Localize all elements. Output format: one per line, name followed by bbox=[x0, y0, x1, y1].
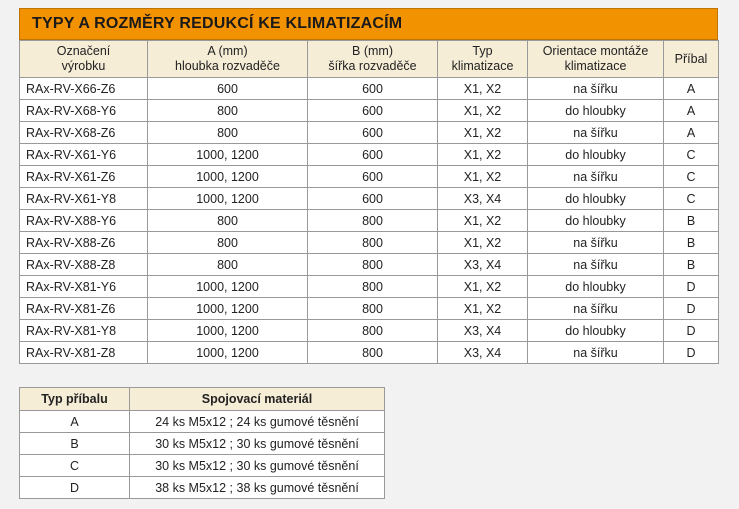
cell-width-b: 600 bbox=[308, 122, 438, 144]
cell-ac-type: X3, X4 bbox=[438, 320, 528, 342]
table-row bbox=[20, 298, 719, 320]
cell-ac-type: X1, X2 bbox=[438, 78, 528, 100]
cell-mount-orientation: na šířku bbox=[528, 166, 664, 188]
column-header-fastening-material: Spojovací materiál bbox=[130, 388, 385, 411]
cell-ac-type: X3, X4 bbox=[438, 188, 528, 210]
cell-width-b: 600 bbox=[308, 78, 438, 100]
cell-width-b: 600 bbox=[308, 188, 438, 210]
cell-depth-a: 1000, 1200 bbox=[148, 276, 308, 298]
table-row bbox=[20, 166, 719, 188]
table-row bbox=[20, 254, 719, 276]
page-title: TYPY A ROZMĚRY REDUKCÍ KE KLIMATIZACÍM bbox=[32, 15, 403, 32]
header-line-2: klimatizace bbox=[564, 59, 627, 73]
cell-depth-a: 800 bbox=[148, 100, 308, 122]
column-header-accessory-pack bbox=[664, 41, 719, 78]
column-header-pack-type: Typ příbalu bbox=[20, 388, 130, 411]
cell-mount-orientation: do hloubky bbox=[528, 320, 664, 342]
cell-mount-orientation: na šířku bbox=[528, 232, 664, 254]
header-line-1: Orientace montáže bbox=[542, 44, 649, 59]
cell-ac-type: X1, X2 bbox=[438, 276, 528, 298]
cell-designation: RAx-RV-X88-Z6 bbox=[20, 232, 148, 254]
cell-mount-orientation: do hloubky bbox=[528, 100, 664, 122]
cell-mount-orientation: na šířku bbox=[528, 122, 664, 144]
column-header-depth-a bbox=[148, 41, 308, 78]
table-row bbox=[20, 210, 719, 232]
cell-designation: RAx-RV-X88-Y6 bbox=[20, 210, 148, 232]
table-row bbox=[20, 144, 719, 166]
header-line-2: výrobku bbox=[61, 59, 106, 73]
cell-mount-orientation: na šířku bbox=[528, 254, 664, 276]
column-header-mount-orientation bbox=[528, 41, 664, 78]
cell-designation: RAx-RV-X88-Z8 bbox=[20, 254, 148, 276]
cell-depth-a: 600 bbox=[148, 78, 308, 100]
reductions-table-head bbox=[20, 41, 719, 78]
header-line-1: Příbal bbox=[674, 51, 708, 66]
header-line-1: B (mm) bbox=[352, 44, 393, 59]
cell-designation: RAx-RV-X61-Y8 bbox=[20, 188, 148, 210]
table-header-row bbox=[20, 41, 719, 78]
cell-designation: RAx-RV-X68-Z6 bbox=[20, 122, 148, 144]
cell-fastening-material: 38 ks M5x12 ; 38 ks gumové těsnění bbox=[130, 477, 385, 499]
cell-width-b: 600 bbox=[308, 166, 438, 188]
cell-depth-a: 800 bbox=[148, 232, 308, 254]
header-line-2: hloubka rozvaděče bbox=[175, 59, 280, 73]
table-row bbox=[20, 276, 719, 298]
cell-accessory-pack: D bbox=[664, 342, 719, 364]
cell-mount-orientation: do hloubky bbox=[528, 188, 664, 210]
cell-depth-a: 800 bbox=[148, 122, 308, 144]
cell-accessory-pack: C bbox=[664, 166, 719, 188]
cell-accessory-pack: C bbox=[664, 144, 719, 166]
cell-depth-a: 1000, 1200 bbox=[148, 166, 308, 188]
cell-designation: RAx-RV-X81-Z8 bbox=[20, 342, 148, 364]
cell-accessory-pack: B bbox=[664, 232, 719, 254]
cell-designation: RAx-RV-X61-Z6 bbox=[20, 166, 148, 188]
cell-depth-a: 1000, 1200 bbox=[148, 144, 308, 166]
cell-depth-a: 1000, 1200 bbox=[148, 320, 308, 342]
cell-designation: RAx-RV-X61-Y6 bbox=[20, 144, 148, 166]
reductions-table bbox=[19, 40, 719, 364]
accessory-pack-table-head bbox=[20, 388, 385, 411]
cell-depth-a: 800 bbox=[148, 210, 308, 232]
table-row bbox=[20, 320, 719, 342]
cell-designation: RAx-RV-X81-Y6 bbox=[20, 276, 148, 298]
cell-accessory-pack: D bbox=[664, 276, 719, 298]
cell-width-b: 800 bbox=[308, 232, 438, 254]
cell-mount-orientation: do hloubky bbox=[528, 144, 664, 166]
cell-fastening-material: 30 ks M5x12 ; 30 ks gumové těsnění bbox=[130, 455, 385, 477]
cell-width-b: 800 bbox=[308, 298, 438, 320]
cell-depth-a: 1000, 1200 bbox=[148, 298, 308, 320]
cell-ac-type: X1, X2 bbox=[438, 144, 528, 166]
cell-width-b: 600 bbox=[308, 100, 438, 122]
cell-depth-a: 1000, 1200 bbox=[148, 188, 308, 210]
table-row bbox=[20, 122, 719, 144]
table-row bbox=[20, 188, 719, 210]
cell-pack-type: C bbox=[20, 455, 130, 477]
cell-mount-orientation: do hloubky bbox=[528, 276, 664, 298]
column-header-designation bbox=[20, 41, 148, 78]
list-item bbox=[20, 433, 385, 455]
cell-designation: RAx-RV-X81-Y8 bbox=[20, 320, 148, 342]
reductions-table-body bbox=[20, 78, 719, 364]
header-line-2: klimatizace bbox=[451, 59, 514, 73]
cell-designation: RAx-RV-X68-Y6 bbox=[20, 100, 148, 122]
header-line-1: Typ bbox=[472, 44, 493, 59]
cell-accessory-pack: B bbox=[664, 254, 719, 276]
cell-ac-type: X1, X2 bbox=[438, 298, 528, 320]
table-row bbox=[20, 100, 719, 122]
accessory-pack-table-body bbox=[20, 411, 385, 499]
cell-ac-type: X1, X2 bbox=[438, 100, 528, 122]
cell-mount-orientation: na šířku bbox=[528, 78, 664, 100]
cell-pack-type: B bbox=[20, 433, 130, 455]
cell-fastening-material: 30 ks M5x12 ; 30 ks gumové těsnění bbox=[130, 433, 385, 455]
table-row bbox=[20, 232, 719, 254]
cell-mount-orientation: na šířku bbox=[528, 298, 664, 320]
table-row bbox=[20, 342, 719, 364]
header-line-1: A (mm) bbox=[207, 44, 248, 59]
document-title-bar bbox=[19, 8, 718, 40]
cell-ac-type: X3, X4 bbox=[438, 254, 528, 276]
cell-width-b: 800 bbox=[308, 254, 438, 276]
header-line-1: Označení bbox=[56, 44, 111, 59]
cell-accessory-pack: B bbox=[664, 210, 719, 232]
cell-accessory-pack: A bbox=[664, 100, 719, 122]
cell-depth-a: 800 bbox=[148, 254, 308, 276]
list-item bbox=[20, 477, 385, 499]
cell-accessory-pack: D bbox=[664, 320, 719, 342]
cell-designation: RAx-RV-X81-Z6 bbox=[20, 298, 148, 320]
list-item bbox=[20, 455, 385, 477]
table-header-row bbox=[20, 388, 385, 411]
cell-ac-type: X1, X2 bbox=[438, 232, 528, 254]
column-header-width-b bbox=[308, 41, 438, 78]
cell-ac-type: X3, X4 bbox=[438, 342, 528, 364]
cell-designation: RAx-RV-X66-Z6 bbox=[20, 78, 148, 100]
cell-pack-type: D bbox=[20, 477, 130, 499]
cell-ac-type: X1, X2 bbox=[438, 210, 528, 232]
cell-pack-type: A bbox=[20, 411, 130, 433]
cell-ac-type: X1, X2 bbox=[438, 122, 528, 144]
cell-mount-orientation: do hloubky bbox=[528, 210, 664, 232]
cell-width-b: 800 bbox=[308, 276, 438, 298]
cell-accessory-pack: D bbox=[664, 298, 719, 320]
cell-width-b: 800 bbox=[308, 320, 438, 342]
table-row bbox=[20, 78, 719, 100]
cell-accessory-pack: C bbox=[664, 188, 719, 210]
cell-width-b: 600 bbox=[308, 144, 438, 166]
accessory-pack-table bbox=[19, 387, 385, 499]
cell-accessory-pack: A bbox=[664, 122, 719, 144]
cell-accessory-pack: A bbox=[664, 78, 719, 100]
cell-fastening-material: 24 ks M5x12 ; 24 ks gumové těsnění bbox=[130, 411, 385, 433]
cell-ac-type: X1, X2 bbox=[438, 166, 528, 188]
cell-mount-orientation: na šířku bbox=[528, 342, 664, 364]
cell-width-b: 800 bbox=[308, 342, 438, 364]
cell-width-b: 800 bbox=[308, 210, 438, 232]
column-header-ac-type bbox=[438, 41, 528, 78]
header-line-2: šířka rozvaděče bbox=[328, 59, 417, 73]
cell-depth-a: 1000, 1200 bbox=[148, 342, 308, 364]
list-item bbox=[20, 411, 385, 433]
